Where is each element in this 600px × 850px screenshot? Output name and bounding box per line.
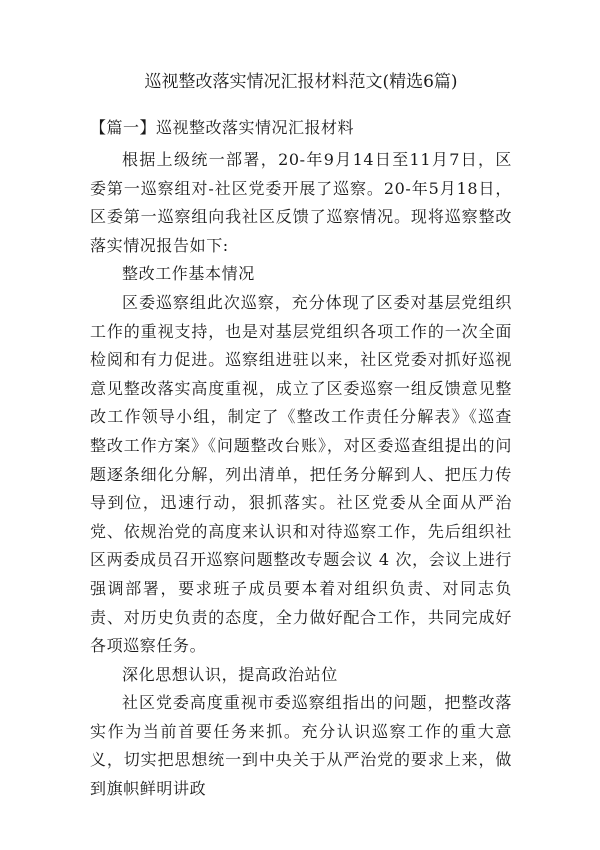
- subheading-deepen-understanding: 深化思想认识，提高政治站位: [122, 664, 338, 684]
- paragraph-basic-situation: 区委巡察组此次巡察，充分体现了区委对基层党组织工作的重视支持，也是对基层党组织各项工作的一次全面检阅和有力促进。巡察组进驻以来，社区党委对抓好巡视意见整改落实高度重视，成立了区委巡察一组反馈意见整改工作领导小组，制定了《整改工作责任分解表》《巡查整改工作方案》《问题整改台账》，对区委巡查组提出的问题逐条细化分解，列出清单，把任务分解到人、把压力传导到位，迅速行动，狠抓落实。社区党委从全面从严治党、依规治党的高度来认识和对待巡察工作，先后组织社区两委成员召开巡察问题整改专题会议 4 次，会议上进行强调部署，要求班子成员要本着对组织负责、对同志负责、对历史负责的态度，全力做好配合工作，共同完成好各项巡察任务。: [90, 292, 512, 656]
- document-title: 巡视整改落实情况汇报材料范文(精选6篇): [144, 72, 458, 92]
- paragraph-deepen-understanding: 社区党委高度重视市委巡察组指出的问题，把整改落实作为当前首要任务来抓。充分认识巡察工作的重大意义，切实把思想统一到中央关于从严治党的要求上来，做到旗帜鲜明讲政: [90, 693, 512, 799]
- paragraph-intro: 根据上级统一部署，20-年9月14日至11月7日，区委第一巡察组对-社区党委开展了巡察。20-年5月18日，区委第一巡察组向我社区反馈了巡察情况。现将巡察整改落实情况报告如下:: [90, 150, 512, 255]
- section-heading: 【篇一】巡视整改落实情况汇报材料: [90, 118, 355, 137]
- subheading-basic-situation: 整改工作基本情况: [122, 264, 255, 284]
